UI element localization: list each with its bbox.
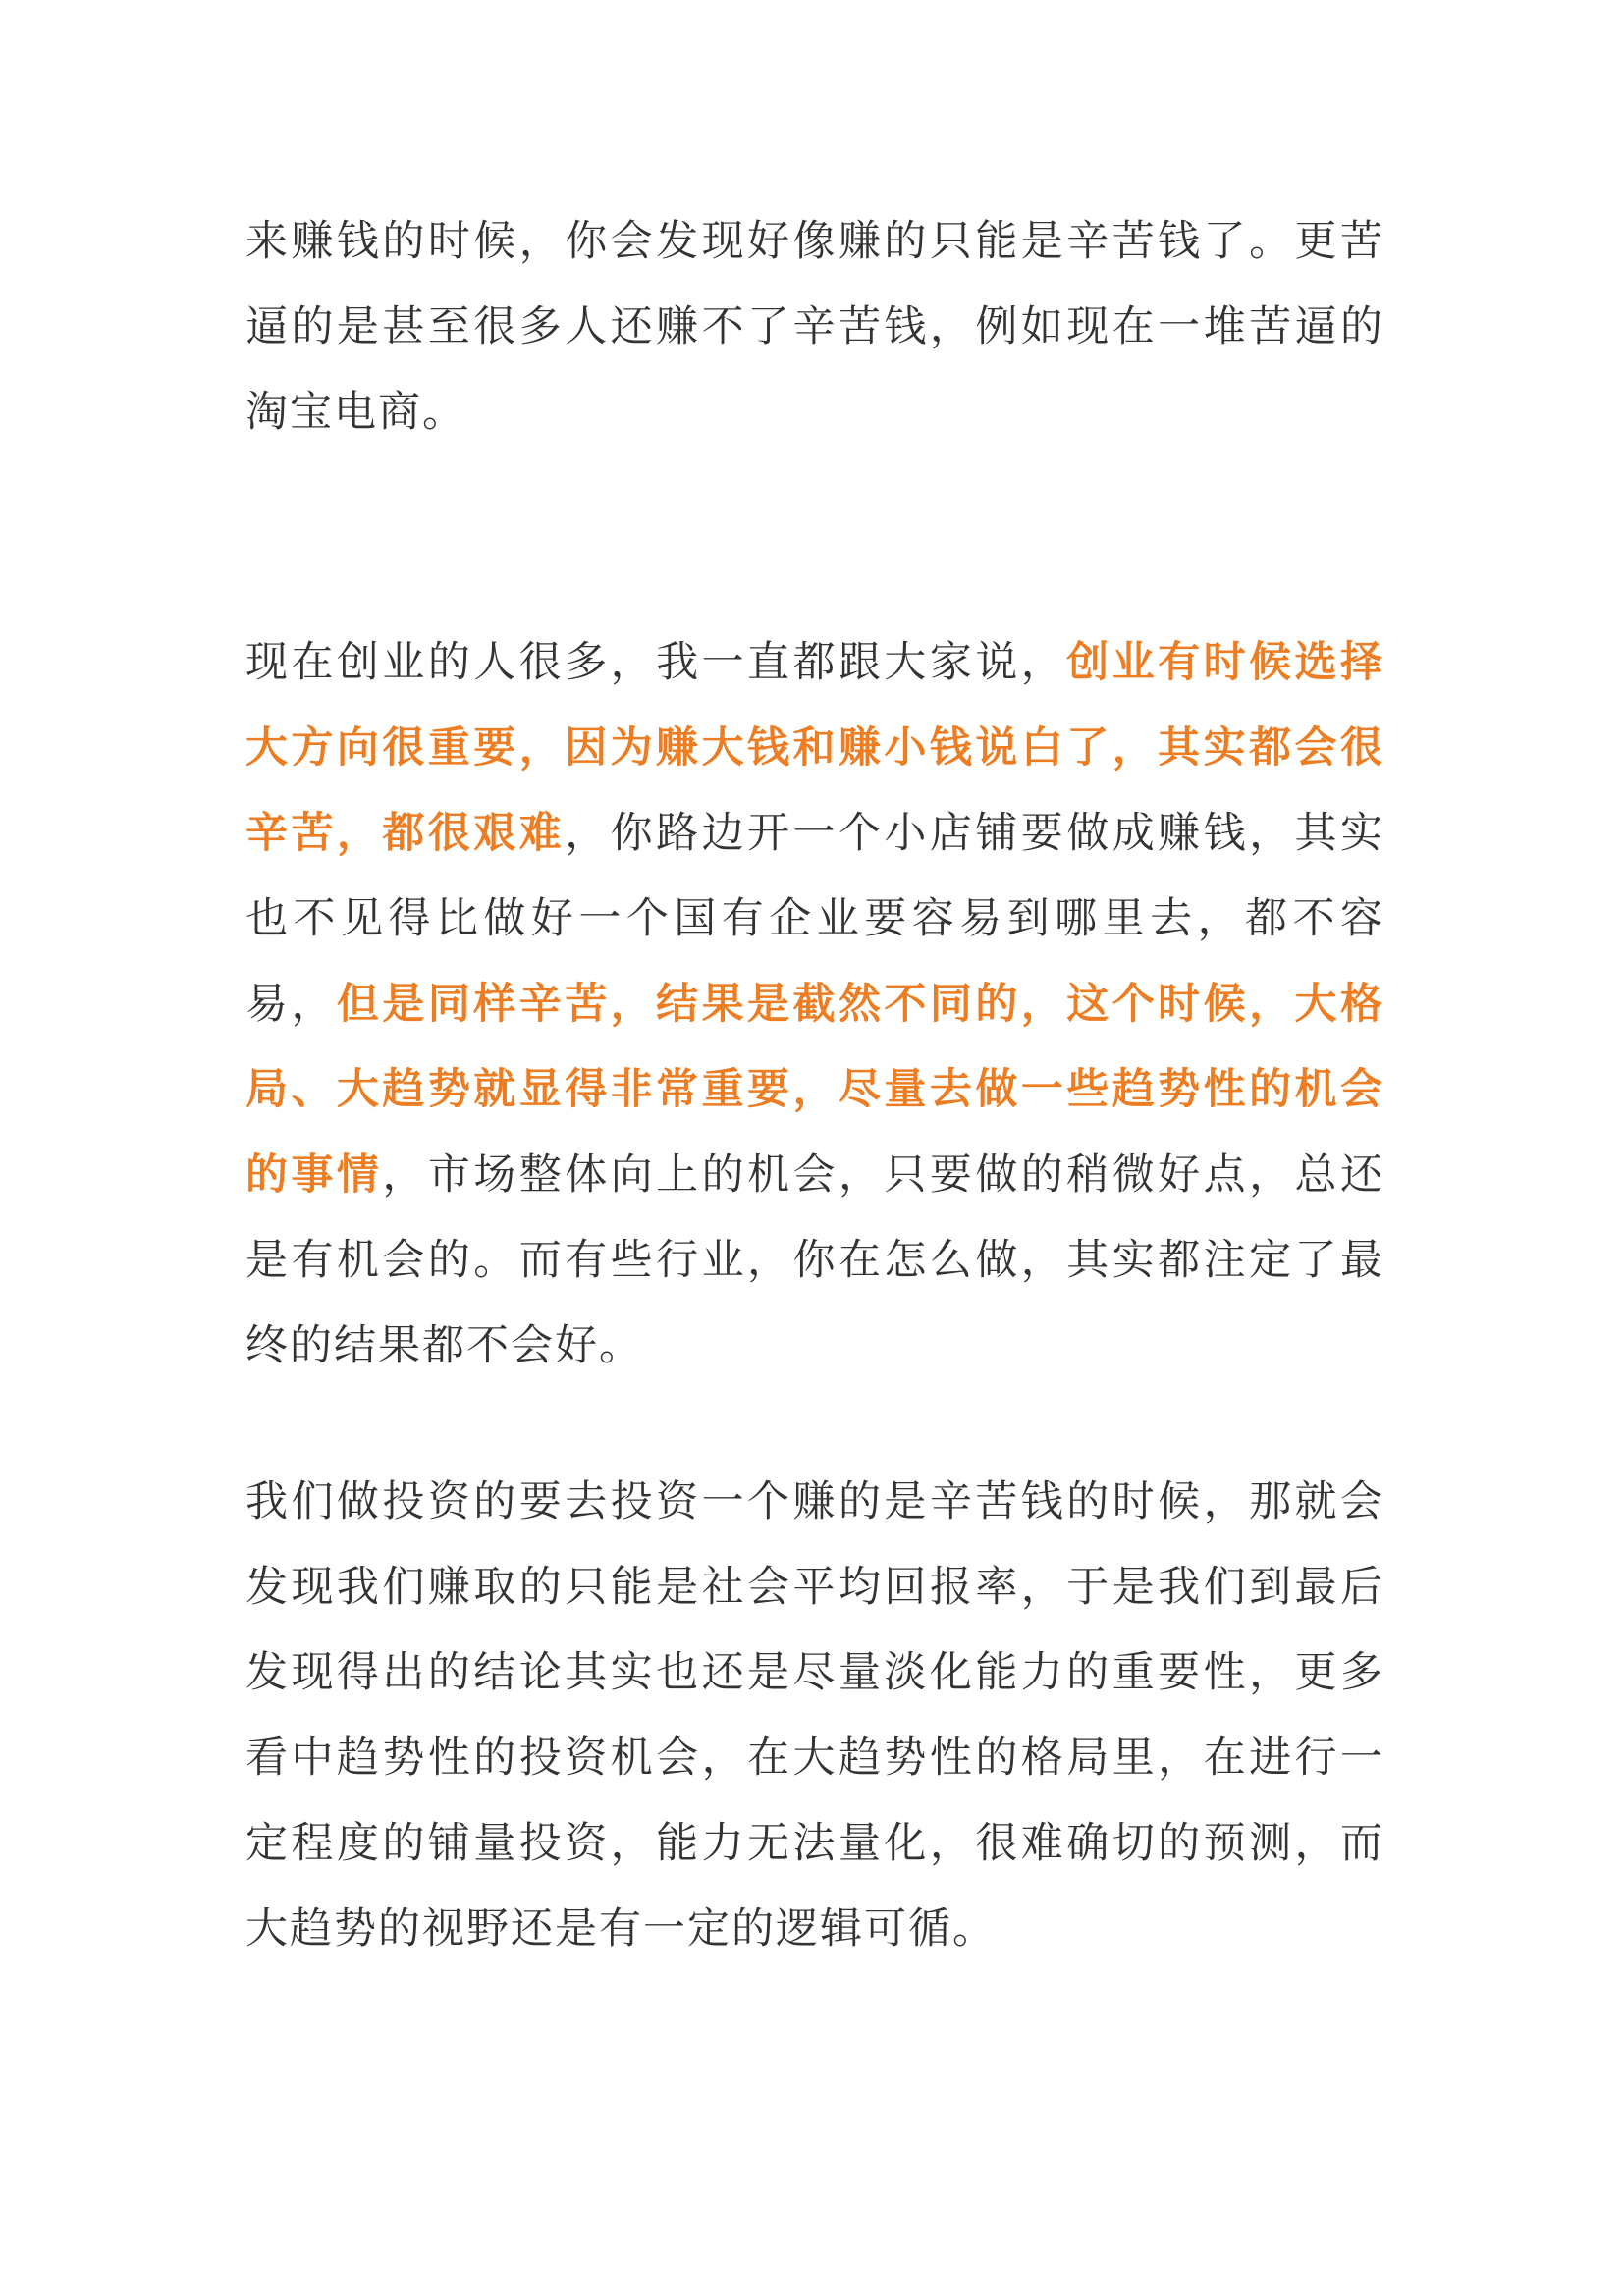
paragraph-2-text-2: ，你路边开一个小店铺要做成赚钱，其实也不见得比做好一个国有企业要容易到哪里去，都不容易， [245,809,1385,1029]
paragraph-2-highlight-2: 但是同样辛苦，结果是截然不同的，这个时候，大格局、大趋势就显得非常重要，尽量去做一些趋势性的机会的事情 [245,980,1385,1200]
paragraph-1 [245,199,1384,455]
paragraph-2-text-1: 现在创业的人很多，我一直都跟大家说， [245,638,1067,687]
paragraph-2 [245,620,1384,1389]
paragraph-2-highlight-1: 创业有时候选择大方向很重要，因为赚大钱和赚小钱说白了，其实都会很辛苦，都很艰难 [245,638,1384,858]
paragraph-3-text: 我们做投资的要去投资一个赚的是辛苦钱的时候，那就会发现我们赚取的只能是社会平均回报率，于是我们到最后发现得出的结论其实也还是尽量淡化能力的重要性，更多看中趋势性的投资机会，在大趋势性的格局里，在进行一定程度的铺量投资，能力无法量化，很难确切的预测，而大趋势的视野还是有一定的逻辑可循。 [245,1477,1384,1953]
paragraph-2-text-3: ，市场整体向上的机会，只要做的稍微好点，总还是有机会的。而有些行业，你在怎么做，其实都注定了最终的结果都不会好。 [245,1150,1384,1370]
paragraph-3 [245,1460,1384,1972]
paragraph-1-text: 来赚钱的时候，你会发现好像赚的只能是辛苦钱了。更苦逼的是甚至很多人还赚不了辛苦钱，例如现在一堆苦逼的淘宝电商。 [245,217,1384,437]
